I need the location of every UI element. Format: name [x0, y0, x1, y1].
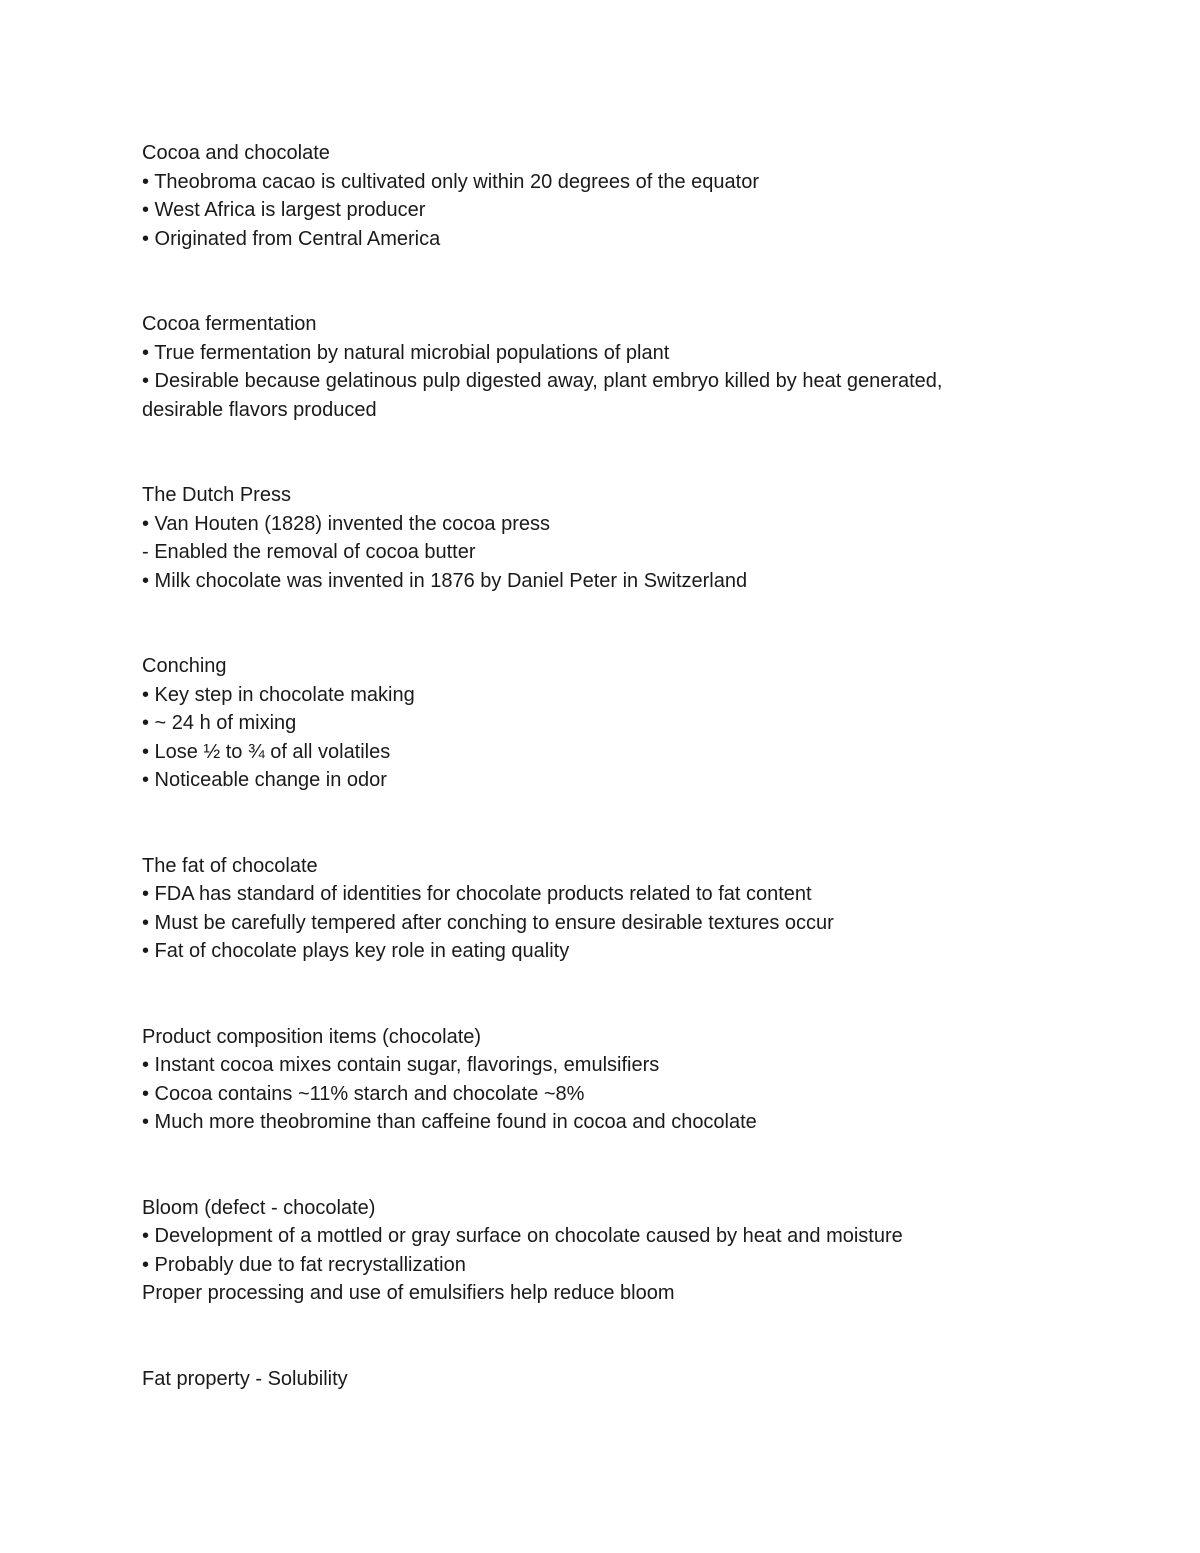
section-dutch-press — [142, 481, 1102, 595]
bullet-line: • Fat of chocolate plays key role in eating quality — [142, 940, 570, 962]
bullet-line: • Key step in chocolate making — [142, 683, 415, 706]
section-heading: Bloom (defect - chocolate) — [142, 1196, 376, 1219]
bullet-line: • Development of a mottled or gray surface on chocolate caused by heat and moisture — [142, 1225, 903, 1247]
section-cocoa-fermentation — [142, 310, 1102, 424]
section-heading: The fat of chocolate — [142, 854, 318, 877]
section-fat-of-chocolate — [142, 852, 1102, 966]
bullet-line: • Milk chocolate was invented in 1876 by Daniel Peter in Switzerland — [142, 569, 748, 592]
bullet-line: • Must be carefully tempered after conching to ensure desirable textures occur — [142, 911, 834, 934]
body-line: Proper processing and use of emulsifiers help reduce bloom — [142, 1282, 675, 1304]
bullet-line: • Probably due to fat recrystallization — [142, 1253, 466, 1276]
bullet-line: • Lose ½ to ¾ of all volatiles — [142, 740, 391, 763]
bullet-line: • FDA has standard of identities for chocolate products related to fat content — [142, 883, 812, 905]
bullet-line: • Desirable because gelatinous pulp digested away, plant embryo killed by heat generated, — [142, 370, 943, 392]
section-cocoa-and-chocolate — [142, 139, 1102, 253]
section-bloom-defect — [142, 1194, 1102, 1308]
bullet-line: • Originated from Central America — [142, 227, 441, 250]
section-conching — [142, 652, 1102, 795]
bullet-line: • Van Houten (1828) invented the cocoa press — [142, 512, 550, 535]
bullet-line: • ~ 24 h of mixing — [142, 712, 297, 734]
section-product-composition — [142, 1023, 1102, 1137]
section-heading: Cocoa fermentation — [142, 313, 317, 335]
section-heading: The Dutch Press — [142, 484, 291, 506]
section-heading: Fat property - Solubility — [142, 1367, 348, 1390]
bullet-line: • Cocoa contains ~11% starch and chocolate ~8% — [142, 1082, 585, 1105]
bullet-line: • West Africa is largest producer — [142, 199, 426, 221]
bullet-line: • Noticeable change in odor — [142, 769, 387, 791]
section-heading: Cocoa and chocolate — [142, 142, 330, 164]
bullet-line: • Instant cocoa mixes contain sugar, flavorings, emulsifiers — [142, 1054, 660, 1076]
bullet-line: • Much more theobromine than caffeine found in cocoa and chocolate — [142, 1111, 757, 1133]
section-heading: Product composition items (chocolate) — [142, 1025, 482, 1048]
bullet-line: desirable flavors produced — [142, 398, 377, 421]
section-fat-property-solubility — [142, 1365, 1102, 1394]
bullet-line: • True fermentation by natural microbial populations of plant — [142, 341, 670, 364]
bullet-line: • Theobroma cacao is cultivated only within 20 degrees of the equator — [142, 170, 760, 193]
section-heading: Conching — [142, 655, 227, 677]
bullet-line: - Enabled the removal of cocoa butter — [142, 541, 476, 563]
document-page — [142, 139, 1102, 1450]
